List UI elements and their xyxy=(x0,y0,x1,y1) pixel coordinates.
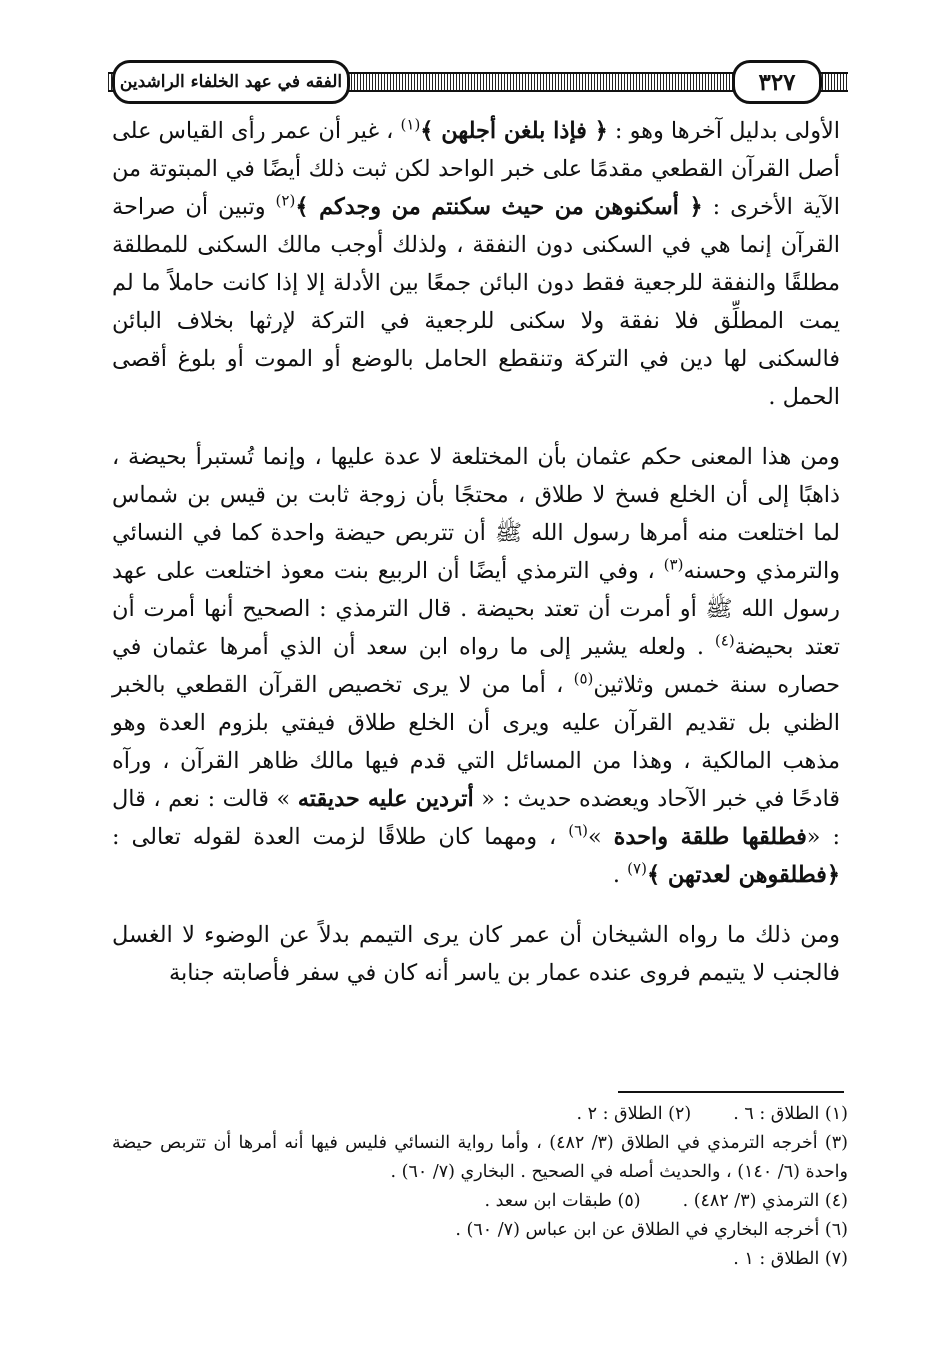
footnote-ref: (٥) xyxy=(573,669,594,688)
book-title: الفقه في عهد الخلفاء الراشدين xyxy=(119,72,343,92)
text-run: . xyxy=(612,862,628,888)
text-run: » قالت : نعم ، قال : « xyxy=(112,786,840,850)
text-run: ، ومهما كان طلاقًا لزمت العدة لقوله تعالى : xyxy=(112,824,569,850)
footnote-ref: (٧) xyxy=(627,859,647,878)
footnote-line-1-2 xyxy=(112,1100,848,1129)
footnotes xyxy=(112,1100,848,1274)
text-run: » xyxy=(588,824,614,850)
text-run: ، أما من لا يرى تخصيص القرآن القطعي بالخبر الظني بل تقديم القرآن عليه ويرى أن الخلع طلاق فيفتي بلزوم العدة وهو مذهب المالكية ، وهذا من المسائل التي قدم فيها مالك ظاهر القرآن ، ورآه قادحًا في خبر الآحاد ويعضده حديث : « xyxy=(112,672,840,812)
footnote-3: (٣) أخرجه الترمذي في الطلاق (٣/ ٤٨٢) ، وأما رواية النسائي فليس فيها أنه أمرها أن تتربص حيضة واحدة (٦/ ١٤٠) ، والحديث أصله في الصحيح . البخاري (٧/ ٦٠) . xyxy=(112,1133,848,1182)
hadith-quote: فطلقها طلقة واحدة xyxy=(613,824,807,850)
quran-quote: ﴿ أسكنوهن من حيث سكنتم من وجدكم ﴾ xyxy=(295,194,703,220)
book-title-frame xyxy=(112,60,350,104)
quran-quote: ﴿فطلقوهن لعدتهن ﴾ xyxy=(646,862,840,888)
footnote-line-4-5 xyxy=(112,1187,848,1216)
paragraph-3 xyxy=(112,916,840,992)
footnote-7: (٧) الطلاق : ١ . xyxy=(733,1249,848,1269)
footnote-2: (٢) الطلاق : ٢ . xyxy=(576,1104,692,1124)
paragraph-1 xyxy=(112,112,840,416)
footnote-4: (٤) الترمذي (٣/ ٤٨٢) . xyxy=(682,1191,848,1211)
footnote-6: (٦) أخرجه البخاري في الطلاق عن ابن عباس (٧/ ٦٠) . xyxy=(455,1220,848,1240)
paragraph-2 xyxy=(112,438,840,894)
footnote-ref: (٤) xyxy=(714,631,735,650)
main-text xyxy=(112,112,840,992)
footnote-ref: (٢) xyxy=(275,191,296,210)
page-number: ٣٢٧ xyxy=(758,68,796,96)
footnote-ref: (٣) xyxy=(663,555,684,574)
page-number-frame xyxy=(732,60,822,104)
text-run: ومن ذلك ما رواه الشيخان أن عمر كان يرى التيمم بدلاً عن الوضوء لا الغسل فالجنب لا يتيمم فروى عنده عمار بن ياسر أنه كان في سفر فأصابته جنابة xyxy=(112,922,840,986)
running-header xyxy=(108,58,848,104)
text-run: ، غير أن عمر رأى القياس على أصل القرآن القطعي مقدمًا على خبر الواحد لكن ثبت ذلك أيضًا في المبتوتة من الآية الأخرى : xyxy=(112,118,840,220)
text-run: وتبين أن صراحة القرآن إنما هي في السكنى دون النفقة ، ولذلك أوجب مالك السكنى للمطلقة مطلقًا والنفقة للرجعية فقط دون البائن جمعًا بين الأدلة إلا إذا كانت حاملاً ما لم يمت المطلِّق فلا نفقة ولا سكنى للرجعية في التركة لإرثها بخلاف البائن فالسكنى لها دين في التركة وتنقطع الحامل بالوضع أو الموت أو بلوغ أقصى الحمل . xyxy=(112,194,840,410)
footnote-1: (١) الطلاق : ٦ . xyxy=(733,1104,848,1124)
text-run: . ولعله يشير إلى ما رواه ابن سعد أن الذي أمرها عثمان في حصاره سنة خمس وثلاثين xyxy=(112,634,840,698)
footnote-separator xyxy=(618,1091,844,1093)
text-run: ومن هذا المعنى حكم عثمان بأن المختلعة لا عدة عليها ، وإنما تُستبرأ بحيضة ، ذاهبًا إلى أن الخلع فسخ لا طلاق ، محتجًا بأن زوجة ثابت بن قيس بن شماس لما اختلعت منه أمرها رسول الله ﷺ أن تتربص حيضة واحدة كما في النسائي والترمذي وحسنه xyxy=(112,444,840,584)
footnote-ref: (٦) xyxy=(568,821,588,840)
text-run: ، وفي الترمذي أيضًا أن الربيع بنت معوذ اختلعت على عهد رسول الله ﷺ أو أمرت أن تعتد بحيضة . قال الترمذي : الصحيح أنها أمرت أن تعتد بحيضة xyxy=(112,558,840,660)
quran-quote: ﴿ فإذا بلغن أجلهن ﴾ xyxy=(420,118,608,144)
hadith-quote: أتردين عليه حديقته xyxy=(297,786,474,812)
footnote-5: (٥) طبقات ابن سعد . xyxy=(484,1191,641,1211)
footnote-ref: (١) xyxy=(400,115,421,134)
text-run: الأولى بدليل آخرها وهو : xyxy=(607,118,841,144)
